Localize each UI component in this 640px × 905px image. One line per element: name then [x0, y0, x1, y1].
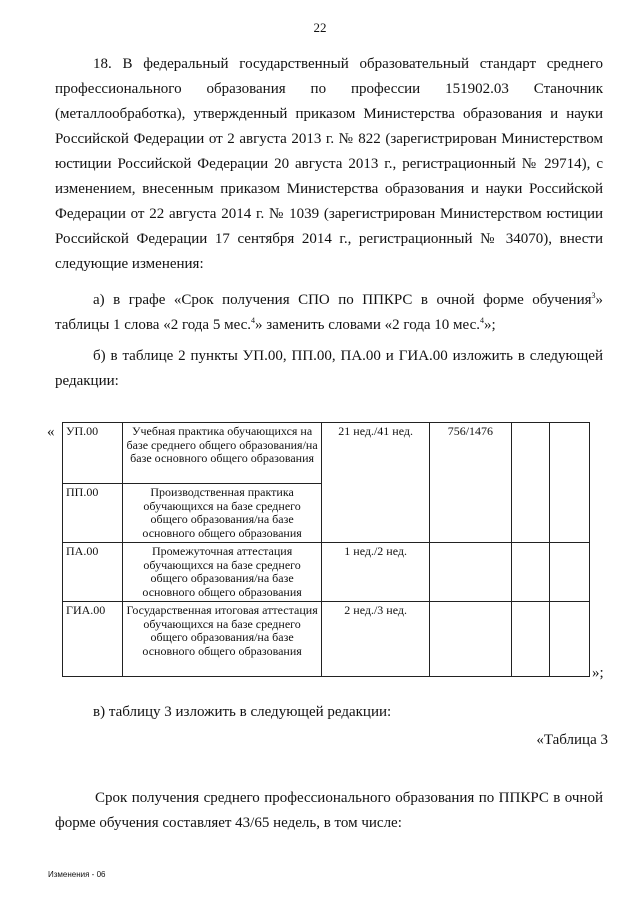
- footnote-ref-4b: 4: [480, 316, 484, 325]
- row-hours: [429, 602, 511, 677]
- item-a-text-2: » таблицы 1 слова «2 года 5 мес.: [55, 292, 603, 333]
- empty-cell: [550, 423, 590, 543]
- item-b-paragraph: б) в таблице 2 пункты УП.00, ПП.00, ПА.00 и ГИА.00 изложить в следующей редакции:: [55, 348, 603, 389]
- row-code: ГИА.00: [63, 602, 123, 677]
- term-paragraph: Срок получения среднего профессионального образования по ППКРС в очной форме обучения составляет 43/65 недель, в том числе:: [55, 790, 603, 831]
- row-weeks: 1 нед./2 нед.: [322, 543, 429, 602]
- table-3-label: «Таблица 3: [536, 732, 608, 748]
- empty-cell: [511, 602, 550, 677]
- item-v-paragraph: в) таблицу 3 изложить в следующей редакции:: [93, 704, 392, 720]
- row-hours: 756/1476: [429, 423, 511, 543]
- page-number: 22: [313, 20, 327, 35]
- table-row: [63, 423, 590, 484]
- table-row: [63, 543, 590, 602]
- row-code: ПА.00: [63, 543, 123, 602]
- empty-cell: [550, 543, 590, 602]
- row-name: Государственная итоговая аттестация обучающихся на базе среднего общего образования/на базе основного общего образования: [122, 602, 322, 677]
- curriculum-table: [62, 422, 590, 677]
- row-code: УП.00: [63, 423, 123, 484]
- empty-cell: [550, 602, 590, 677]
- opening-quote: «: [47, 424, 55, 440]
- row-weeks: 2 нед./3 нед.: [322, 602, 429, 677]
- row-hours: [429, 543, 511, 602]
- empty-cell: [511, 423, 550, 543]
- empty-cell: [511, 543, 550, 602]
- item-a-text-4: »;: [484, 317, 496, 333]
- footnote-ref-3: 3: [591, 291, 596, 300]
- row-code: ПП.00: [63, 484, 123, 543]
- footer-note: Изменения - 06: [48, 870, 106, 879]
- item-a-paragraph: [55, 288, 603, 338]
- row-weeks: 21 нед./41 нед.: [322, 423, 429, 543]
- item-a-text-3: » заменить словами «2 года 10 мес.: [255, 317, 480, 333]
- row-name: Производственная практика обучающихся на базе среднего общего образования/на базе основного общего образования: [122, 484, 322, 543]
- row-name: Промежуточная аттестация обучающихся на базе среднего общего образования/на базе основного общего образования: [122, 543, 322, 602]
- row-name: Учебная практика обучающихся на базе среднего общего образования/на базе основного общего образования: [122, 423, 322, 484]
- footnote-ref-4a: 4: [251, 316, 256, 325]
- paragraph-18: 18. В федеральный государственный образовательный стандарт среднего профессионального образования по профессии 151902.03 Станочник (металлообработка), утвержденный приказом Министерства образования и науки Российской Федерации от 2 августа 2013 г. № 822 (зарегистрирован Министерством юстиции Российской Федерации 20 августа 2013 г., регистрационный № 29714), с изменением, внесенным приказом Министерства образования и науки Российской Федерации от 22 августа 2014 г. № 1039 (зарегистрирован Министерством юстиции Российской Федерации 17 сентября 2014 г., регистрационный № 34070), внести следующие изменения:: [55, 56, 603, 272]
- table-row: [63, 602, 590, 677]
- item-a-text-1: а) в графе «Срок получения СПО по ППКРС в очной форме обучения: [93, 292, 592, 308]
- closing-quote: »;: [592, 665, 604, 681]
